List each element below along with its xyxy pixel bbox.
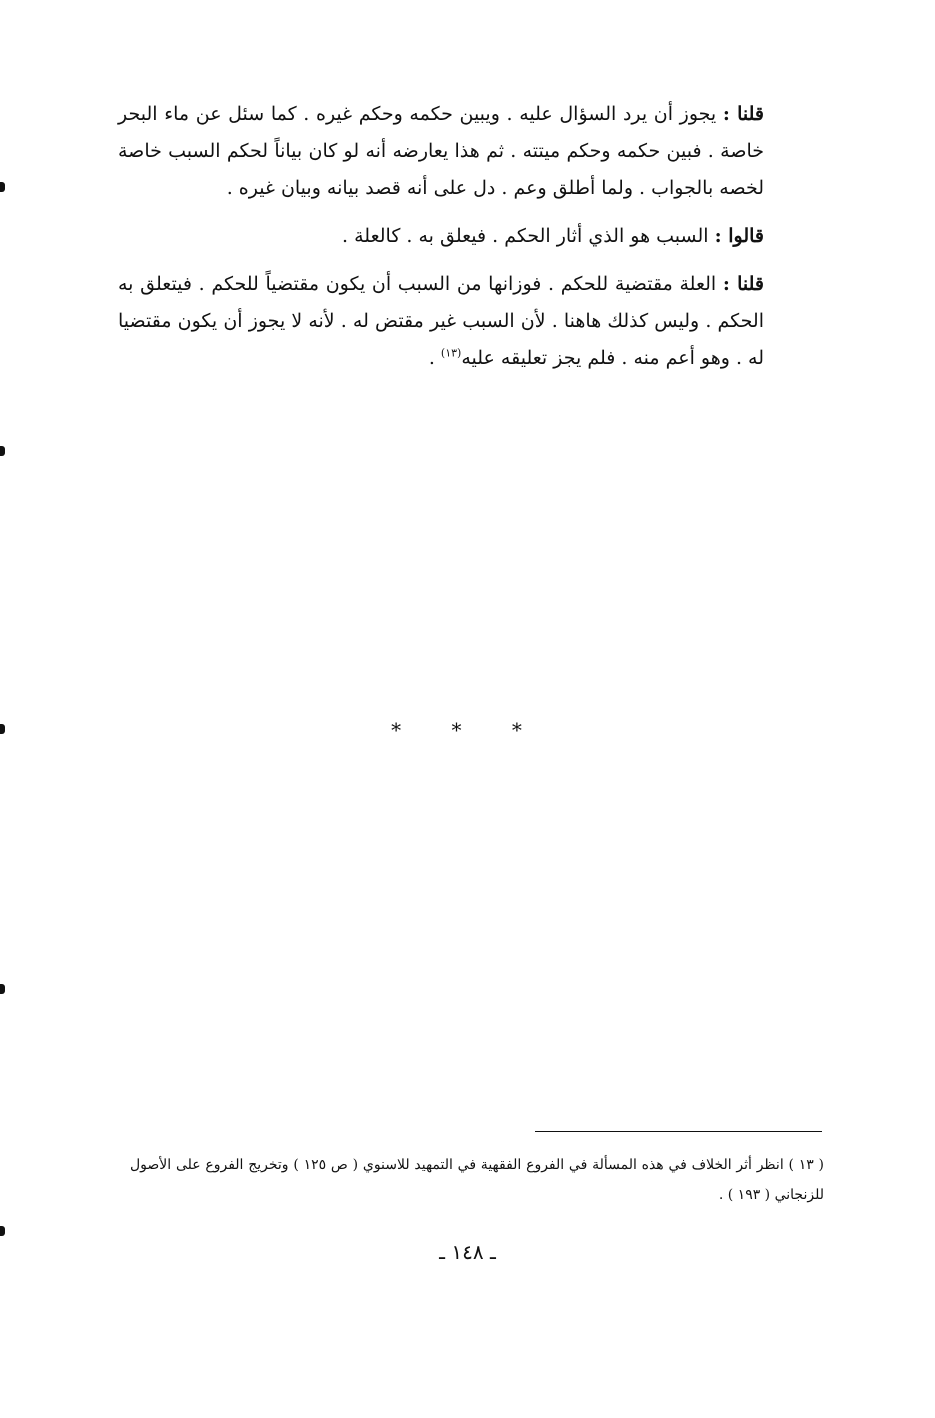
footnote-divider xyxy=(535,1131,822,1132)
speaker-label: قلنا : xyxy=(722,273,764,295)
paragraph-1 xyxy=(118,96,764,207)
paragraph-text: يجوز أن يرد السؤال عليه . ويبين حكمه وحكم غيره . كما سئل عن ماء البحر خاصة . فبين حكمه وحكم ميتته . ثم هذا يعارضه أنه لو كان بياناً لحكم السبب خاصة لخصه بالجواب . ولما أطلق وعم . دل على أنه قصد بيانه وبيان غيره . xyxy=(118,103,764,199)
scan-edge-mark xyxy=(0,984,5,994)
footnote-reference[interactable]: (١٣) xyxy=(440,346,462,360)
paragraph-text: السبب هو الذي أثار الحكم . فيعلق به . كالعلة . xyxy=(342,225,715,247)
scan-edge-mark xyxy=(0,446,5,456)
speaker-label: قلنا : xyxy=(722,103,764,125)
paragraph-3 xyxy=(118,266,764,377)
section-separator: * * * xyxy=(391,718,544,742)
scan-edge-mark xyxy=(0,1226,5,1236)
main-text xyxy=(118,96,764,388)
footnote-13: ( ١٣ ) انظر أثر الخلاف في هذه المسألة في الفروع الفقهية في التمهيد للاسنوي ( ص ١٢٥ ) وتخريج الفروع على الأصول للزنجاني ( ١٩٣ ) . xyxy=(130,1157,825,1203)
paragraph-text: العلة مقتضية للحكم . فوزانها من السبب أن يكون مقتضياً للحكم . فيتعلق به الحكم . وليس كذلك هاهنا . لأن السبب غير مقتض له . لأنه لا يجوز أن يكون مقتضيا له . وهو أعم منه . فلم يجز تعليقه عليه xyxy=(118,273,764,369)
paragraph-tail: . xyxy=(428,347,441,369)
scan-edge-mark xyxy=(0,182,5,192)
speaker-label: قالوا : xyxy=(714,225,764,247)
page-number: ـ ١٤٨ ـ xyxy=(439,1240,496,1264)
paragraph-2 xyxy=(118,218,764,255)
